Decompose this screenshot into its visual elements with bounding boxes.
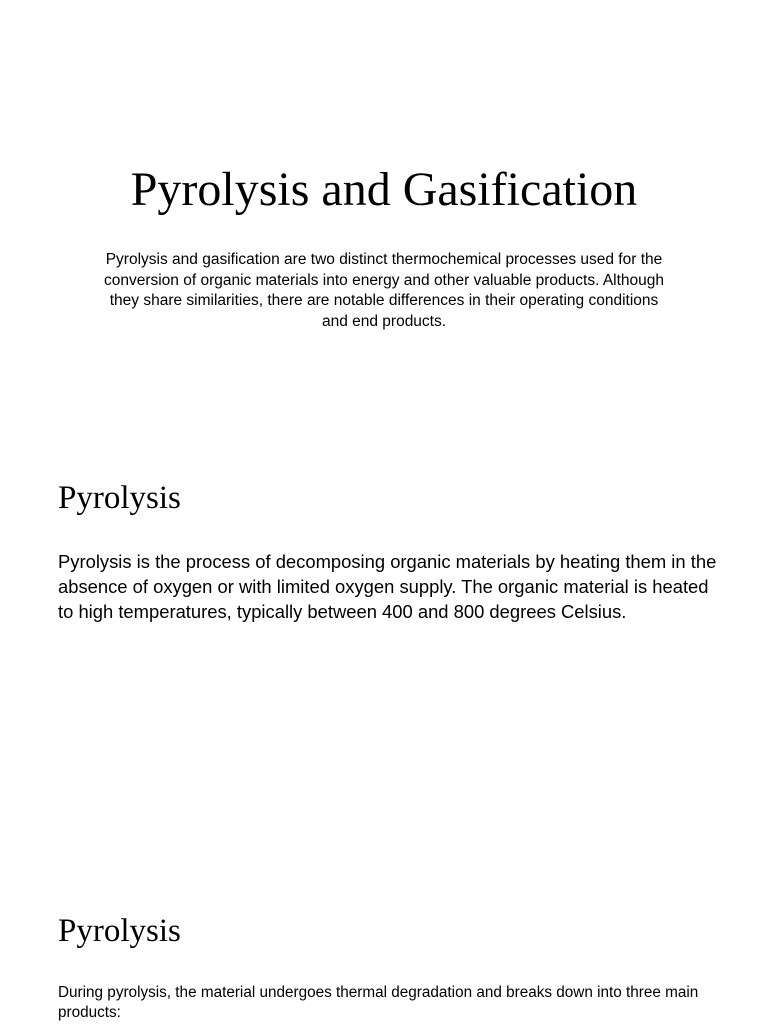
page-title: Pyrolysis and Gasification	[130, 163, 638, 216]
section-heading: Pyrolysis	[58, 480, 181, 516]
section-body: Pyrolysis is the process of decomposing organic materials by heating them in the absence of oxygen or with limited oxygen supply. The organic material is heated to high temperatures, typically between 400 and 800 degrees Celsius.	[58, 551, 717, 622]
section-heading: Pyrolysis	[58, 913, 181, 949]
section-body: During pyrolysis, the material undergoes thermal degradation and breaks down into three main products:	[58, 984, 699, 1021]
intro-paragraph: Pyrolysis and gasification are two distinct thermochemical processes used for the conversion of organic materials into energy and other valuable products. Although they share similarities, there are notable differences in their operating conditions and end products.	[103, 251, 665, 330]
